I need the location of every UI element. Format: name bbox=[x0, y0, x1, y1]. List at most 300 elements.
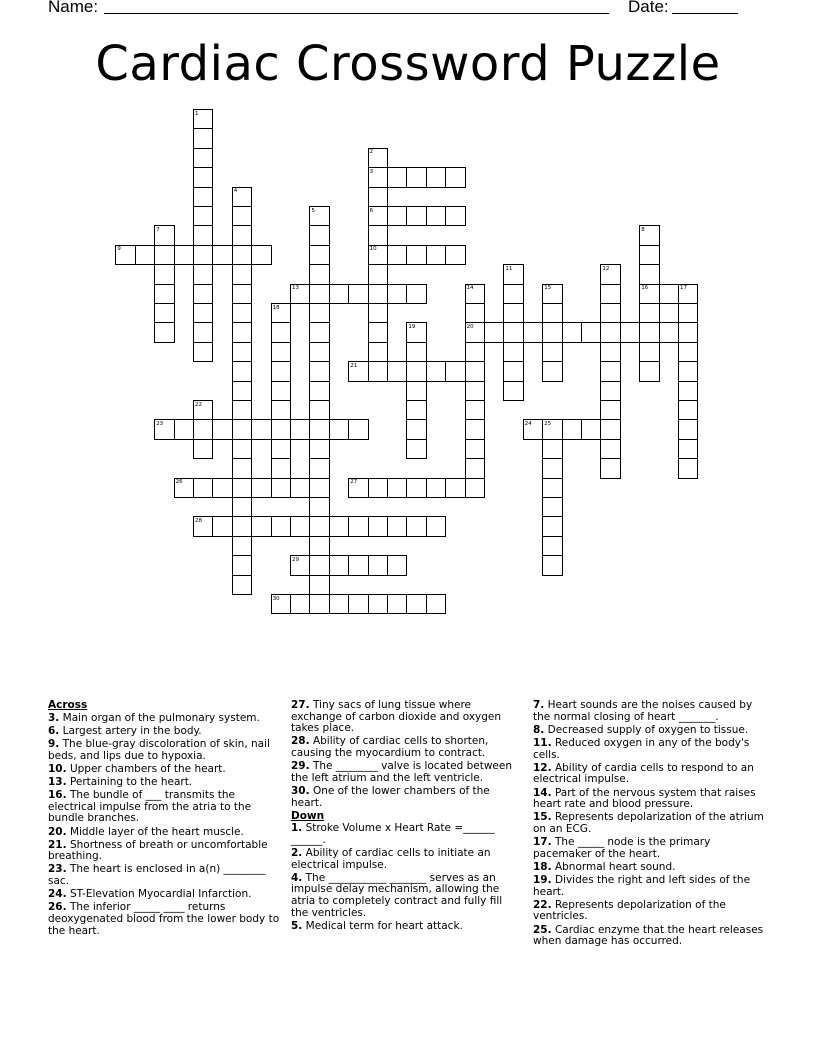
clue-text: ST-Elevation Myocardial Infarction. bbox=[66, 888, 252, 901]
clue-text: Reduced oxygen in any of the body's cells. bbox=[533, 736, 750, 761]
clue-text: Divides the right and left sides of the heart. bbox=[533, 874, 751, 898]
clue-number: 20. bbox=[48, 825, 67, 838]
grid-cell[interactable] bbox=[232, 478, 252, 498]
down-clue bbox=[533, 763, 765, 786]
clue-number: 23 bbox=[156, 420, 164, 427]
clue-number: 3. bbox=[48, 711, 60, 724]
down-clue bbox=[533, 700, 765, 723]
grid-cell[interactable] bbox=[368, 342, 388, 362]
grid-cell[interactable] bbox=[600, 400, 620, 420]
grid-cell[interactable] bbox=[562, 322, 582, 342]
grid-cell[interactable] bbox=[290, 478, 310, 498]
grid-cell[interactable] bbox=[368, 225, 388, 245]
grid-cell[interactable] bbox=[445, 478, 465, 498]
grid-cell[interactable] bbox=[678, 322, 698, 342]
grid-cell[interactable] bbox=[368, 187, 388, 207]
grid-cell[interactable] bbox=[232, 206, 252, 226]
clue-number: 18. bbox=[533, 860, 552, 873]
clue-number: 1 bbox=[195, 110, 199, 117]
grid-cell[interactable] bbox=[445, 167, 465, 187]
grid-cell[interactable] bbox=[251, 419, 271, 439]
across-clue bbox=[291, 736, 521, 759]
grid-cell[interactable] bbox=[581, 419, 601, 439]
grid-cell[interactable] bbox=[193, 284, 213, 304]
grid-cell[interactable] bbox=[465, 361, 485, 381]
grid-cell[interactable] bbox=[135, 245, 155, 265]
grid-cell[interactable] bbox=[348, 594, 368, 614]
grid-cell[interactable] bbox=[154, 264, 174, 284]
clue-number: 2 bbox=[369, 149, 374, 156]
grid-cell[interactable] bbox=[193, 439, 213, 459]
grid-cell[interactable] bbox=[232, 555, 252, 575]
across-clue bbox=[48, 889, 284, 901]
grid-cell[interactable] bbox=[193, 264, 213, 284]
grid-cell[interactable] bbox=[309, 478, 329, 498]
grid-cell[interactable] bbox=[309, 497, 329, 517]
grid-cell[interactable] bbox=[212, 516, 232, 536]
down-clue bbox=[533, 875, 765, 898]
grid-cell[interactable] bbox=[193, 206, 213, 226]
grid-cell[interactable] bbox=[271, 478, 291, 498]
grid-cell[interactable] bbox=[329, 284, 349, 304]
clue-number: 9. bbox=[48, 737, 60, 750]
grid-cell[interactable] bbox=[271, 400, 291, 420]
grid-cell[interactable] bbox=[542, 342, 562, 362]
clue-number: 6 bbox=[369, 207, 374, 214]
grid-cell[interactable] bbox=[271, 361, 291, 381]
grid-cell[interactable] bbox=[387, 478, 407, 498]
grid-cell[interactable] bbox=[406, 516, 426, 536]
grid-cell[interactable] bbox=[309, 322, 329, 342]
clue-text: Decreased supply of oxygen to tissue. bbox=[544, 723, 749, 736]
grid-cell[interactable] bbox=[406, 439, 426, 459]
grid-cell[interactable] bbox=[445, 206, 465, 226]
across-clue bbox=[48, 902, 284, 937]
grid-cell[interactable] bbox=[232, 303, 252, 323]
grid-cell[interactable] bbox=[542, 439, 562, 459]
grid-cell[interactable] bbox=[309, 419, 329, 439]
grid-cell[interactable] bbox=[309, 225, 329, 245]
grid-cell[interactable] bbox=[542, 555, 562, 575]
grid-cell[interactable] bbox=[368, 284, 388, 304]
down-clue bbox=[533, 788, 765, 811]
clue-number: 15. bbox=[533, 811, 552, 824]
grid-cell[interactable] bbox=[329, 419, 349, 439]
grid-cell[interactable] bbox=[193, 148, 213, 168]
grid-cell[interactable] bbox=[503, 381, 523, 401]
across-clue bbox=[48, 713, 284, 725]
across-clue bbox=[48, 840, 284, 863]
clue-text: Ability of cardia cells to respond to an electrical impulse. bbox=[533, 761, 754, 786]
grid-cell[interactable] bbox=[368, 322, 388, 342]
clue-text: Ability of cardiac cells to initiate an electrical impulse. bbox=[291, 847, 491, 871]
grid-cell[interactable] bbox=[639, 245, 659, 265]
grid-cell[interactable] bbox=[387, 167, 407, 187]
grid-cell[interactable] bbox=[193, 187, 213, 207]
grid-cell[interactable] bbox=[232, 322, 252, 342]
grid-cell[interactable] bbox=[309, 439, 329, 459]
grid-cell[interactable] bbox=[445, 361, 465, 381]
grid-cell[interactable] bbox=[348, 284, 368, 304]
across-heading: Across bbox=[48, 699, 88, 711]
grid-cell[interactable] bbox=[542, 322, 562, 342]
grid-cell[interactable] bbox=[290, 594, 310, 614]
grid-cell[interactable] bbox=[368, 555, 388, 575]
grid-cell[interactable] bbox=[503, 284, 523, 304]
grid-cell[interactable] bbox=[620, 322, 640, 342]
clue-text: Middle layer of the heart muscle. bbox=[66, 825, 244, 838]
grid-cell[interactable] bbox=[426, 206, 446, 226]
grid-cell[interactable] bbox=[503, 361, 523, 381]
grid-cell[interactable] bbox=[600, 322, 620, 342]
grid-cell[interactable] bbox=[426, 478, 446, 498]
clue-text: Abnormal heart sound. bbox=[551, 860, 676, 873]
grid-cell[interactable] bbox=[193, 342, 213, 362]
clue-number: 5 bbox=[311, 207, 315, 214]
grid-cell[interactable] bbox=[232, 225, 252, 245]
clue-number: 26. bbox=[48, 901, 67, 914]
grid-cell[interactable] bbox=[406, 167, 426, 187]
grid-cell[interactable] bbox=[678, 400, 698, 420]
grid-cell[interactable] bbox=[387, 594, 407, 614]
grid-cell[interactable] bbox=[271, 439, 291, 459]
grid-cell[interactable] bbox=[600, 284, 620, 304]
grid-cell[interactable] bbox=[309, 245, 329, 265]
grid-cell[interactable] bbox=[348, 419, 368, 439]
clue-text: Stroke Volume x Heart Rate =______ ______. bbox=[291, 822, 495, 846]
grid-cell[interactable] bbox=[154, 245, 174, 265]
grid-cell[interactable] bbox=[271, 322, 291, 342]
grid-cell[interactable] bbox=[678, 458, 698, 478]
grid-cell[interactable] bbox=[309, 361, 329, 381]
clue-number: 24 bbox=[524, 420, 532, 427]
clue-number: 1. bbox=[291, 822, 303, 835]
across-clue bbox=[48, 790, 284, 825]
grid-cell[interactable] bbox=[309, 284, 329, 304]
grid-cell[interactable] bbox=[368, 594, 388, 614]
grid-cell[interactable] bbox=[406, 478, 426, 498]
clue-text: Main organ of the pulmonary system. bbox=[59, 711, 260, 724]
grid-cell[interactable] bbox=[251, 516, 271, 536]
across-clue bbox=[48, 777, 284, 789]
clue-number: 9 bbox=[117, 246, 121, 253]
clue-text: The blue-gray discoloration of skin, nail beds, and lips due to hypoxia. bbox=[48, 737, 270, 762]
clue-text: Heart sounds are the noises caused by the normal closing of heart _______. bbox=[533, 699, 753, 723]
clue-text: Tiny sacs of lung tissue where exchange of carbon dioxide and oxygen takes place. bbox=[291, 699, 502, 735]
clue-number: 21. bbox=[48, 838, 67, 851]
across-clue bbox=[48, 764, 284, 776]
clue-number: 17. bbox=[533, 836, 552, 849]
grid-cell[interactable] bbox=[426, 167, 446, 187]
page-title: Cardiac Crossword Puzzle bbox=[95, 36, 721, 92]
clue-number: 7 bbox=[156, 226, 160, 233]
grid-cell[interactable] bbox=[251, 478, 271, 498]
clues-column-1 bbox=[48, 700, 284, 939]
grid-cell[interactable] bbox=[329, 516, 349, 536]
clue-text: Cardiac enzyme that the heart releases when damage has occurred. bbox=[533, 923, 764, 948]
grid-cell[interactable] bbox=[387, 284, 407, 304]
grid-cell[interactable] bbox=[368, 478, 388, 498]
clue-number: 22 bbox=[195, 401, 202, 408]
grid-cell[interactable] bbox=[368, 303, 388, 323]
grid-cell[interactable] bbox=[193, 303, 213, 323]
grid-cell[interactable] bbox=[154, 284, 174, 304]
clue-number: 20 bbox=[466, 323, 474, 330]
grid-cell[interactable] bbox=[503, 322, 523, 342]
grid-cell[interactable] bbox=[465, 419, 485, 439]
grid-cell[interactable] bbox=[542, 361, 562, 381]
clue-number: 14. bbox=[533, 786, 552, 799]
grid-cell[interactable] bbox=[465, 381, 485, 401]
clue-number: 13 bbox=[292, 285, 299, 292]
grid-cell[interactable] bbox=[387, 245, 407, 265]
clue-number: 7. bbox=[533, 699, 545, 711]
grid-cell[interactable] bbox=[465, 478, 485, 498]
grid-cell[interactable] bbox=[193, 245, 213, 265]
grid-cell[interactable] bbox=[193, 128, 213, 148]
clue-number: 23. bbox=[48, 863, 67, 876]
clue-number: 10. bbox=[48, 762, 67, 775]
clue-number: 28 bbox=[195, 517, 202, 524]
grid-cell[interactable] bbox=[232, 361, 252, 381]
grid-cell[interactable] bbox=[426, 594, 446, 614]
grid-cell[interactable] bbox=[406, 381, 426, 401]
grid-cell[interactable] bbox=[232, 342, 252, 362]
grid-cell[interactable] bbox=[445, 245, 465, 265]
clue-number: 6. bbox=[48, 724, 60, 737]
grid-cell[interactable] bbox=[232, 536, 252, 556]
grid-cell[interactable] bbox=[600, 381, 620, 401]
grid-cell[interactable] bbox=[406, 206, 426, 226]
grid-cell[interactable] bbox=[484, 322, 504, 342]
clue-number: 27. bbox=[291, 699, 310, 711]
grid-cell[interactable] bbox=[387, 555, 407, 575]
grid-cell[interactable] bbox=[193, 225, 213, 245]
grid-cell[interactable] bbox=[212, 478, 232, 498]
clue-number: 19 bbox=[408, 323, 416, 330]
clue-number: 25. bbox=[533, 923, 552, 936]
down-clue bbox=[291, 848, 521, 871]
grid-cell[interactable] bbox=[542, 303, 562, 323]
grid-cell[interactable] bbox=[232, 419, 252, 439]
clue-number: 30. bbox=[291, 784, 310, 797]
down-clue bbox=[533, 725, 765, 737]
grid-cell[interactable] bbox=[542, 497, 562, 517]
grid-cell[interactable] bbox=[678, 303, 698, 323]
clue-number: 8 bbox=[641, 226, 645, 233]
grid-cell[interactable] bbox=[271, 342, 291, 362]
down-clue bbox=[291, 873, 521, 919]
grid-cell[interactable] bbox=[678, 381, 698, 401]
grid-cell[interactable] bbox=[406, 342, 426, 362]
grid-cell[interactable] bbox=[465, 342, 485, 362]
grid-cell[interactable] bbox=[581, 322, 601, 342]
grid-cell[interactable] bbox=[406, 400, 426, 420]
clue-text: The bundle of ___ transmits the electrical impulse from the atria to the bundle branches. bbox=[48, 789, 252, 825]
clue-text: Represents depolarization of the ventricles. bbox=[533, 898, 726, 923]
grid-cell[interactable] bbox=[387, 206, 407, 226]
grid-cell[interactable] bbox=[600, 458, 620, 478]
clue-number: 27 bbox=[350, 479, 358, 486]
clue-number: 11 bbox=[505, 265, 513, 272]
grid-cell[interactable] bbox=[271, 381, 291, 401]
grid-cell[interactable] bbox=[232, 458, 252, 478]
grid-cell[interactable] bbox=[309, 303, 329, 323]
grid-cell[interactable] bbox=[406, 245, 426, 265]
grid-cell[interactable] bbox=[639, 303, 659, 323]
clue-number: 14 bbox=[466, 285, 474, 292]
grid-cell[interactable] bbox=[329, 594, 349, 614]
clue-number: 28. bbox=[291, 735, 310, 748]
clue-text: Largest artery in the body. bbox=[59, 724, 202, 737]
grid-cell[interactable] bbox=[600, 439, 620, 459]
grid-cell[interactable] bbox=[406, 594, 426, 614]
grid-cell[interactable] bbox=[309, 264, 329, 284]
grid-cell[interactable] bbox=[271, 516, 291, 536]
clue-text: Represents depolarization of the atrium on an ECG. bbox=[533, 811, 764, 835]
grid-cell[interactable] bbox=[465, 400, 485, 420]
grid-cell[interactable] bbox=[174, 419, 194, 439]
grid-cell[interactable] bbox=[600, 342, 620, 362]
grid-cell[interactable] bbox=[600, 361, 620, 381]
down-clue bbox=[291, 921, 521, 933]
grid-cell[interactable] bbox=[426, 245, 446, 265]
grid-cell[interactable] bbox=[542, 458, 562, 478]
grid-cell[interactable] bbox=[406, 361, 426, 381]
grid-cell[interactable] bbox=[678, 419, 698, 439]
grid-cell[interactable] bbox=[387, 361, 407, 381]
down-heading: Down bbox=[291, 809, 325, 822]
clue-number: 12. bbox=[533, 761, 552, 774]
grid-cell[interactable] bbox=[193, 419, 213, 439]
grid-cell[interactable] bbox=[174, 245, 194, 265]
grid-cell[interactable] bbox=[426, 361, 446, 381]
grid-cell[interactable] bbox=[678, 361, 698, 381]
grid-cell[interactable] bbox=[523, 322, 543, 342]
grid-cell[interactable] bbox=[232, 516, 252, 536]
clue-text: The ___________ _______ serves as an impulse delay mechanism, allowing the atria to completely contract and fully fill the ventricles. bbox=[291, 871, 503, 919]
grid-cell[interactable] bbox=[639, 264, 659, 284]
grid-cell[interactable] bbox=[232, 381, 252, 401]
grid-cell[interactable] bbox=[309, 400, 329, 420]
grid-cell[interactable] bbox=[329, 555, 349, 575]
grid-cell[interactable] bbox=[368, 361, 388, 381]
grid-cell[interactable] bbox=[232, 497, 252, 517]
clue-number: 8. bbox=[533, 723, 545, 736]
grid-cell[interactable] bbox=[639, 322, 659, 342]
grid-cell[interactable] bbox=[368, 516, 388, 536]
grid-cell[interactable] bbox=[406, 284, 426, 304]
grid-cell[interactable] bbox=[154, 322, 174, 342]
grid-cell[interactable] bbox=[309, 516, 329, 536]
grid-cell[interactable] bbox=[659, 322, 679, 342]
grid-cell[interactable] bbox=[387, 516, 407, 536]
grid-cell[interactable] bbox=[600, 419, 620, 439]
grid-cell[interactable] bbox=[309, 575, 329, 595]
grid-cell[interactable] bbox=[465, 439, 485, 459]
grid-cell[interactable] bbox=[368, 264, 388, 284]
down-clue bbox=[533, 862, 765, 874]
grid-cell[interactable] bbox=[271, 419, 291, 439]
grid-cell[interactable] bbox=[465, 303, 485, 323]
grid-cell[interactable] bbox=[465, 458, 485, 478]
grid-cell[interactable] bbox=[290, 419, 310, 439]
clue-number: 4 bbox=[233, 188, 238, 195]
clue-number: 16 bbox=[641, 285, 649, 292]
across-clue bbox=[291, 761, 521, 784]
clue-number: 3 bbox=[369, 168, 374, 175]
grid-cell[interactable] bbox=[406, 419, 426, 439]
clues-column-2 bbox=[291, 700, 521, 934]
grid-cell[interactable] bbox=[426, 516, 446, 536]
grid-cell[interactable] bbox=[678, 439, 698, 459]
grid-cell[interactable] bbox=[639, 342, 659, 362]
grid-cell[interactable] bbox=[193, 322, 213, 342]
clue-number: 29 bbox=[292, 556, 299, 563]
grid-cell[interactable] bbox=[154, 303, 174, 323]
clue-number: 17 bbox=[680, 285, 687, 292]
grid-cell[interactable] bbox=[309, 594, 329, 614]
grid-cell[interactable] bbox=[251, 245, 271, 265]
grid-cell[interactable] bbox=[562, 419, 582, 439]
grid-cell[interactable] bbox=[542, 516, 562, 536]
grid-cell[interactable] bbox=[309, 381, 329, 401]
grid-cell[interactable] bbox=[232, 575, 252, 595]
clue-number: 30 bbox=[272, 595, 280, 602]
clues-column-3 bbox=[533, 700, 765, 949]
grid-cell[interactable] bbox=[600, 303, 620, 323]
clue-number: 4. bbox=[291, 871, 303, 884]
grid-cell[interactable] bbox=[309, 458, 329, 478]
grid-cell[interactable] bbox=[309, 342, 329, 362]
grid-cell[interactable] bbox=[232, 245, 252, 265]
grid-cell[interactable] bbox=[542, 536, 562, 556]
grid-cell[interactable] bbox=[193, 167, 213, 187]
name-label: Name: bbox=[48, 0, 99, 16]
clue-number: 11. bbox=[533, 736, 552, 749]
grid-cell[interactable] bbox=[271, 458, 291, 478]
clue-text: The ________ valve is located between the left atrium and the left ventricle. bbox=[291, 760, 512, 784]
grid-cell[interactable] bbox=[659, 284, 679, 304]
grid-cell[interactable] bbox=[348, 516, 368, 536]
grid-cell[interactable] bbox=[503, 303, 523, 323]
down-clue bbox=[533, 738, 765, 761]
grid-cell[interactable] bbox=[503, 342, 523, 362]
grid-cell[interactable] bbox=[678, 342, 698, 362]
grid-cell[interactable] bbox=[232, 400, 252, 420]
grid-cell[interactable] bbox=[309, 555, 329, 575]
clue-number: 24. bbox=[48, 888, 67, 901]
grid-cell[interactable] bbox=[232, 284, 252, 304]
clue-text: The heart is enclosed in a(n) ________ sac. bbox=[48, 863, 266, 888]
grid-cell[interactable] bbox=[639, 361, 659, 381]
clue-number: 13. bbox=[48, 775, 67, 788]
grid-cell[interactable] bbox=[212, 245, 232, 265]
grid-cell[interactable] bbox=[232, 439, 252, 459]
across-clue bbox=[291, 700, 521, 735]
grid-cell[interactable] bbox=[232, 264, 252, 284]
down-clue bbox=[533, 925, 765, 948]
grid-cell[interactable] bbox=[309, 536, 329, 556]
date-label: Date: bbox=[628, 0, 669, 16]
grid-cell[interactable] bbox=[348, 555, 368, 575]
down-clue bbox=[533, 837, 765, 860]
grid-cell[interactable] bbox=[193, 478, 213, 498]
grid-cell[interactable] bbox=[542, 478, 562, 498]
grid-cell[interactable] bbox=[212, 419, 232, 439]
across-clue bbox=[48, 739, 284, 762]
grid-cell[interactable] bbox=[290, 516, 310, 536]
